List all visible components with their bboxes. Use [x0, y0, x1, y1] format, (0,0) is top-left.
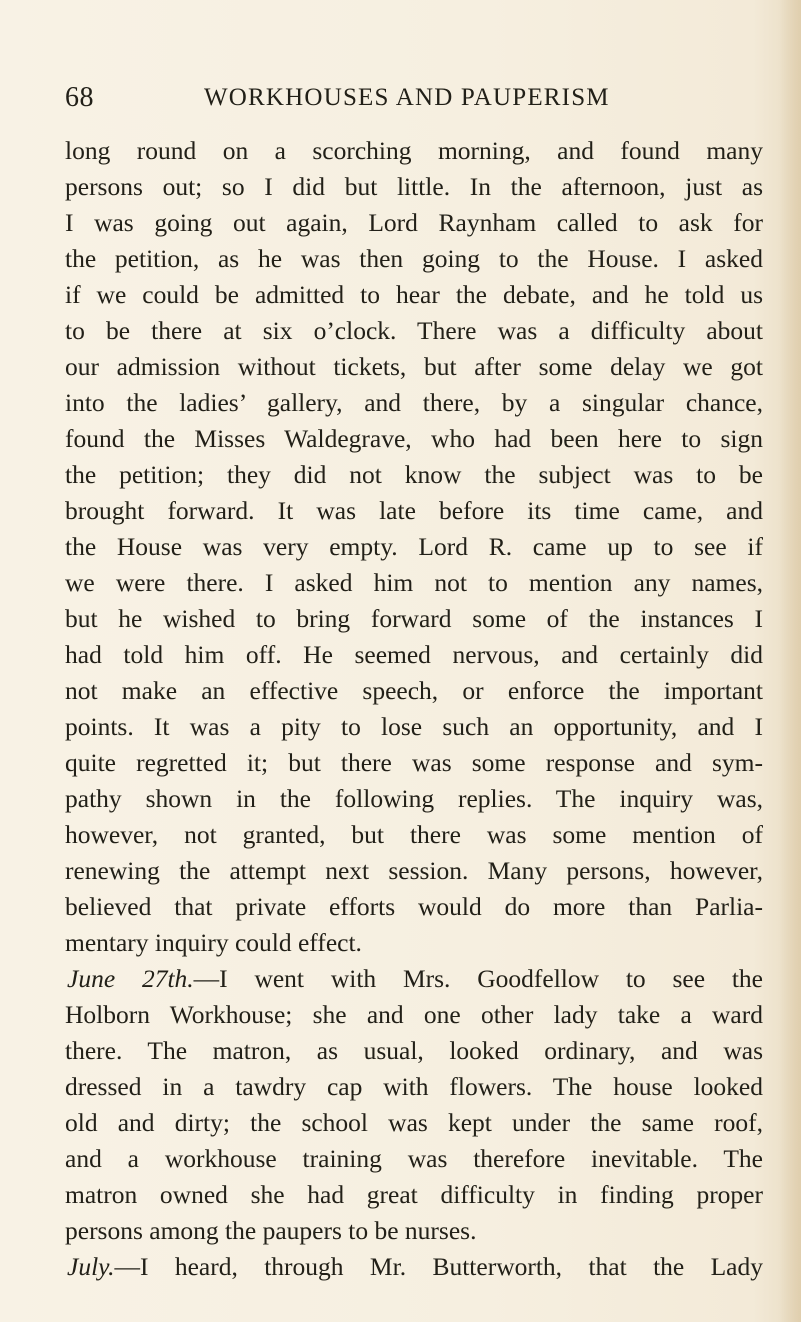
text-line-15: had told him off. He seemed nervous, and certainly did: [65, 640, 763, 669]
june-line-5: old and dirty; the school was kept under the same roof,: [65, 1108, 763, 1137]
text-line-5: if we could be admitted to hear the debate, and he told us: [65, 280, 763, 309]
july-entry-first-line: [65, 1249, 763, 1285]
july-entry-text: —I heard, through Mr. Butterworth, that the Lady: [114, 1252, 763, 1281]
june-entry-text: —I went with Mrs. Goodfellow to see the: [193, 964, 763, 993]
text-line-19: pathy shown in the following replies. The inquiry was,: [65, 784, 763, 813]
text-line-8: into the ladies’ gallery, and there, by a singular chance,: [65, 388, 763, 417]
text-line-10: the petition; they did not know the subject was to be: [65, 460, 763, 489]
june-line-3: there. The matron, as usual, looked ordinary, and was: [65, 1036, 763, 1065]
text-line-22: believed that private efforts would do more than Parlia-: [65, 892, 763, 921]
june-line-7: matron owned she had great difficulty in finding proper: [65, 1180, 763, 1209]
text-line-16: not make an effective speech, or enforce the important: [65, 676, 763, 705]
text-line-23: mentary inquiry could effect.: [65, 928, 362, 957]
body-text: [65, 133, 763, 1285]
page-edge-shadow: [779, 0, 801, 1322]
june-line-4: dressed in a tawdry cap with flowers. The house looked: [65, 1072, 763, 1101]
text-line-4: the petition, as he was then going to the House. I asked: [65, 244, 763, 273]
text-line-14: but he wished to bring forward some of the instances I: [65, 604, 763, 633]
text-line-9: found the Misses Waldegrave, who had been here to sign: [65, 424, 763, 453]
june-line-6: and a workhouse training was therefore inevitable. The: [65, 1144, 763, 1173]
text-line-1: long round on a scorching morning, and found many: [65, 136, 763, 165]
text-line-18: quite regretted it; but there was some response and sym-: [65, 748, 763, 777]
text-line-12: the House was very empty. Lord R. came up to see if: [65, 532, 763, 561]
text-line-2: persons out; so I did but little. In the afternoon, just as: [65, 172, 763, 201]
text-line-21: renewing the attempt next session. Many persons, however,: [65, 856, 763, 885]
page-header: [65, 82, 745, 122]
text-line-7: our admission without tickets, but after some delay we got: [65, 352, 763, 381]
text-line-13: we were there. I asked him not to mention any names,: [65, 568, 763, 597]
text-line-11: brought forward. It was late before its time came, and: [65, 496, 763, 525]
page-number: 68: [65, 82, 94, 113]
text-line-20: however, not granted, but there was some mention of: [65, 820, 763, 849]
june-entry-first-line: [65, 961, 763, 997]
text-line-6: to be there at six o’clock. There was a difficulty about: [65, 316, 763, 345]
text-line-3: I was going out again, Lord Raynham called to ask for: [65, 208, 763, 237]
june-line-8: persons among the paupers to be nurses.: [65, 1216, 477, 1245]
june-date: June 27th.: [67, 964, 194, 993]
text-line-17: points. It was a pity to lose such an opportunity, and I: [65, 712, 763, 741]
june-line-2: Holborn Workhouse; she and one other lady take a ward: [65, 1000, 763, 1029]
running-title: WORKHOUSES AND PAUPERISM: [204, 84, 610, 111]
july-date: July.: [67, 1252, 115, 1281]
